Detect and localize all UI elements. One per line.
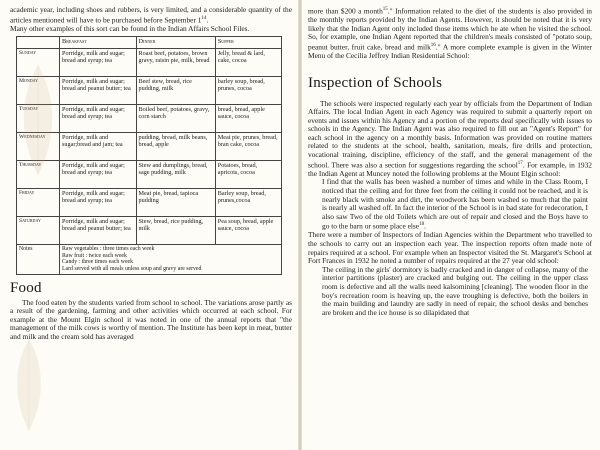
supper-cell: barley soup, bread, prunes, cocoa	[215, 77, 281, 105]
food-paragraph: The food eaten by the students varied from school to school. The variations arose partly as a result of the gardening, farming and other activities which occurred at each school. For example at the Mount Elgin school it was noted in one of the annual reports that "the management of the milk cows is worthy of mention. The Institute has been kept in meat, butter and milk and the cream sold has averaged	[10, 297, 292, 341]
table-row	[17, 217, 282, 245]
book-gutter	[298, 0, 302, 450]
note-line: Raw vegetables : three times each week	[62, 246, 155, 253]
breakfast-cell: Porridge, milk and sugar; bread and peanut butter; tea	[60, 217, 137, 245]
intro-paragraph: academic year, including shoes and rubbers, is very limited, and a considerable quantity of the articles mentioned will have to be purchased before September $1^{14}$.	[10, 5, 292, 25]
notes-label: Notes	[17, 245, 60, 274]
weekly-menu-table	[16, 36, 282, 274]
supper-cell: Pea soup, bread, apple sauce, cocoa	[215, 217, 281, 245]
table-row	[17, 77, 282, 105]
food-heading: Food	[10, 279, 42, 296]
day-cell: Wednesday	[17, 133, 60, 161]
day-cell: Monday	[17, 77, 60, 105]
dinner-cell: Boiled beef, potatoes, gravy, corn starch	[136, 105, 215, 133]
feather-watermark-icon	[4, 330, 54, 440]
dinner-cell: Stew and dumplings, bread, sage pudding, milk	[136, 161, 215, 189]
table-row	[17, 133, 282, 161]
supper-cell: Potatoes, bread, apricots, cocoa	[215, 161, 281, 189]
inspection-heading: Inspection of Schools	[308, 74, 443, 91]
breakfast-cell: Porridge, milk and sugar; bread and syrup; tea	[60, 161, 137, 189]
breakfast-cell: Porridge, milk and sugar;bread and jam; tea	[60, 133, 137, 161]
table-row	[17, 105, 282, 133]
breakfast-cell: Porridge, milk and sugar; bread and syrup; tea	[60, 189, 137, 217]
day-cell: Thursday	[17, 161, 60, 189]
day-cell: Tuesday	[17, 105, 60, 133]
breakfast-cell: Porridge, milk and sugar; bread and peanut butter; tea	[60, 77, 137, 105]
table-header-breakfast: Breakfast	[60, 37, 137, 49]
day-cell: Friday	[17, 189, 60, 217]
dinner-cell: Roast beef, potatoes, brown gravy, raisin pie, milk, bread	[136, 49, 215, 77]
supper-cell: Barley soup, bread, prunes,cocoa	[215, 189, 281, 217]
dinner-cell: Stew, bread, rice pudding, milk	[136, 217, 215, 245]
table-row	[17, 161, 282, 189]
supper-cell: Jelly, bread & lard, cake, cocoa	[215, 49, 281, 77]
table-header-row	[17, 37, 282, 49]
table-row	[17, 189, 282, 217]
intro-paragraph-2: Many other examples of this sort can be found in the Indian Affairs School Files.	[10, 23, 250, 33]
notes-cell	[60, 245, 282, 274]
table-row	[17, 49, 282, 77]
supper-cell: bread, bread, apple sauce, cocoa	[215, 105, 281, 133]
dinner-cell: pudding, bread, milk beans, bread, apple	[136, 133, 215, 161]
note-line: Lard served with all meals unless soup and gravy are served	[62, 266, 202, 273]
notes-row	[17, 245, 282, 274]
diet-paragraph: more than $200 a month$^{15}$." Information related to the diet of the students is also provided in the monthly reports provided by the Indian Agents. However, it should be noted that it is very likely that the Indian Agent only included those items which he ate when he visited the school. So, for example, one Indian Agent reported that the children's meals consisted of "potato soup, peanut butter, fruit cake, bread and milk$^{16}$." A more complete example is given in the Winter Menu of the Cecilia Jeffrey Indian Residential School:	[308, 6, 592, 60]
table-header-dinner: Dinner	[136, 37, 215, 49]
note-line: Raw fruit : twice each week	[62, 252, 127, 259]
breakfast-cell: Porridge, milk and sugar; bread and syrup; tea	[60, 49, 137, 77]
inspection-paragraph: The schools were inspected regularly each year by officials from the Department of Indian Affairs. The local Indian Agent in each Agency was required to submit a quarterly report on events and issues within his Agency and a portion of the reports deal specifically with issues to schools in the Agency. The Indian Agent was also required to fill out an "Agent's Report" for each school in the agency on a monthly basis. Information was provided on routine matters related to the students at the school, health, sanitation, meals, fire drills and protection, vocational training, discipline, efficiency of the staff, and the general management of the school. There was also a section for suggestions regarding the school$^{17}$. For example, in 1932 the Indian Agent at Muncey noted the following problems at the Mount Elgin school:	[308, 98, 592, 178]
right-page	[300, 0, 600, 450]
dinner-cell: Beef stew, bread, rice pudding, milk	[136, 77, 215, 105]
day-cell: Sunday	[17, 49, 60, 77]
breakfast-cell: Porridge, milk and sugar; bread and syrup; tea	[60, 105, 137, 133]
inspectors-paragraph: There were a number of Inspectors of Indian Agencies within the Department who travelled to the schools to carry out an inspection each year. The inspection reports often made note of repairs required at a school. For example when an Inspector visited the St. Margaret's School at Fort Frances in 1932 he noted a number of repairs required at the 27 year old school:	[308, 230, 592, 266]
day-cell: Saturday	[17, 217, 60, 245]
supper-cell: Meat pie, prunes, bread, bran cake, cocoa	[215, 133, 281, 161]
table-header-blank	[17, 37, 60, 49]
fort-frances-quote: The ceiling in the girls' dormitory is badly cracked and in danger of collapse, many of the interior partitions (plaster) are cracked and bulging out. The ceiling in the upper class room is defective and all the walls need kalsomining [cleaning]. The wooden floor in the boy's recreation room is heaving up, the eave troughing is defective, both the boilers in the main building and laundry are sadly in need of repair, the school desks and benches are broken and the ice house is so dilapidated that	[322, 264, 588, 317]
note-line: Candy : three times each week	[62, 259, 133, 266]
table-header-supper: Supper	[215, 37, 281, 49]
muncey-quote: I find that the walls has been washed a number of times and while in the Class Room, I noticed that the ceiling and for three feet from the ceiling it could not be reached, and it is nearly black with smoke and dirt, the woodwork has been washed so much that the paint is nearly all washed off. In fact the interior of the School is in bad state for redecoration, I also saw Two of the old Toilets which are out of repair and closed and the Boys have to go to the barn or some place else$^{18}$.	[322, 177, 588, 231]
dinner-cell: Meat pie, bread, tapioca pudding	[136, 189, 215, 217]
